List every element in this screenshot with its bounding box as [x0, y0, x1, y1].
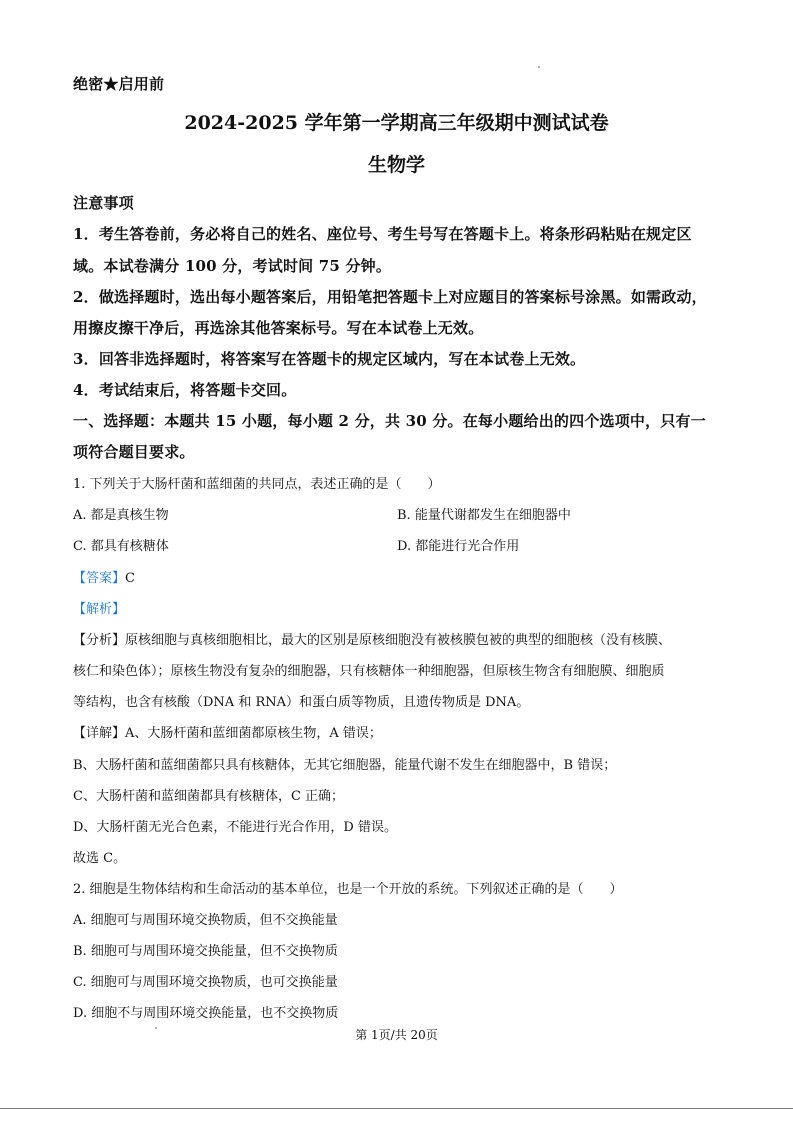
question-2-stem: 2. 细胞是生物体结构和生命活动的基本单位，也是一个开放的系统。下列叙述正确的是（ ）: [73, 882, 623, 897]
scan-speck: [538, 66, 540, 68]
notice-item-2-line-1: 2．做选择题时，选出每小题答案后，用铅笔把答题卡上对应题目的答案标号涂黑。如需政动，: [73, 288, 707, 306]
analysis-tag: 【解析】: [73, 602, 126, 617]
xiangjie-line-a: [73, 722, 382, 741]
question-2-option-a: A. 细胞可与周围环境交换物质，但不交换能量: [73, 913, 338, 928]
xiangjie-line-c: C、大肠杆菌和蓝细菌都具有核糖体，C 正确；: [73, 789, 345, 804]
page-number: 第 1页/共 20页: [355, 1028, 438, 1042]
fenxi-line-2: 核仁和染色体）；原核生物没有复杂的细胞器，只有核糖体一种细胞器，但原核生物含有细胞膜、细胞质: [73, 664, 665, 679]
notice-item-2-line-2: 用擦皮擦干净后，再选涂其他答案标号。写在本试卷上无效。: [73, 319, 484, 337]
notice-heading: 注意事项: [73, 194, 134, 212]
notice-item-1-line-1: 1．考生答卷前，务必将自己的姓名、座位号、考生号写在答题卡上。将条形码粘贴在规定区: [73, 225, 692, 243]
question-2-option-c: C. 细胞可与周围环境交换物质，也可交换能量: [73, 975, 338, 990]
xiangjie-line-b: B、大肠杆菌和蓝细菌都只具有核糖体，无其它细胞器，能量代谢不发生在细胞器中，B 错误；: [73, 758, 617, 773]
answer-tag: 【答案】: [73, 571, 126, 586]
section-1-heading-line-1: 一、选择题：本题共 15 小题，每小题 2 分，共 30 分。在每小题给出的四个选项中，只有一: [73, 412, 706, 430]
question-1-option-d: D. 都能进行光合作用: [397, 539, 520, 554]
question-1-option-b: B. 能量代谢都发生在细胞器中: [397, 508, 571, 523]
question-2-option-b: B. 细胞可与周围环境交换能量，但不交换物质: [73, 944, 338, 959]
notice-item-3: 3．回答非选择题时，将答案写在答题卡的规定区域内，写在本试卷上无效。: [73, 350, 586, 368]
xiangjie-line-d: D、大肠杆菌无光合色素，不能进行光合作用，D 错误。: [73, 820, 397, 835]
confidential-label: 绝密★启用前: [73, 75, 165, 93]
answer-row: [73, 567, 135, 586]
scan-speck: [155, 1027, 157, 1029]
subject-title: 生物学: [367, 154, 425, 176]
answer-value: C: [125, 571, 135, 586]
notice-item-4: 4．考试结束后，将答题卡交回。: [73, 381, 297, 399]
fenxi-tag: 【分析】: [73, 633, 126, 648]
question-2-option-d: D. 细胞不与周围环境交换能量，也不交换物质: [73, 1006, 339, 1021]
fenxi-line-3: 等结构，也含有核酸（DNA 和 RNA）和蛋白质等物质，且遗传物质是 DNA。: [73, 695, 530, 710]
exam-title: 2024-2025 学年第一学期高三年级期中测试试卷: [184, 112, 609, 134]
page-bottom-divider: [0, 1108, 793, 1109]
question-1-option-c: C. 都具有核糖体: [73, 539, 169, 554]
fenxi-text-1: 原核细胞与真核细胞相比，最大的区别是原核细胞没有被核膜包被的典型的细胞核（没有核膜、: [125, 633, 672, 648]
question-1-stem: 1. 下列关于大肠杆菌和蓝细菌的共同点，表述正确的是（ ）: [73, 477, 441, 492]
fenxi-line-1: [73, 629, 671, 648]
question-1-option-a: A. 都是真核生物: [73, 508, 169, 523]
xiangjie-tag: 【详解】: [73, 726, 126, 741]
xiangjie-a: A、大肠杆菌和蓝细菌都原核生物，A 错误；: [125, 726, 382, 741]
question-1-conclusion: 故选 C。: [73, 851, 127, 866]
notice-item-1-line-2: 域。本试卷满分 100 分，考试时间 75 分钟。: [73, 257, 392, 275]
section-1-heading-line-2: 项符合题目要求。: [73, 443, 195, 461]
